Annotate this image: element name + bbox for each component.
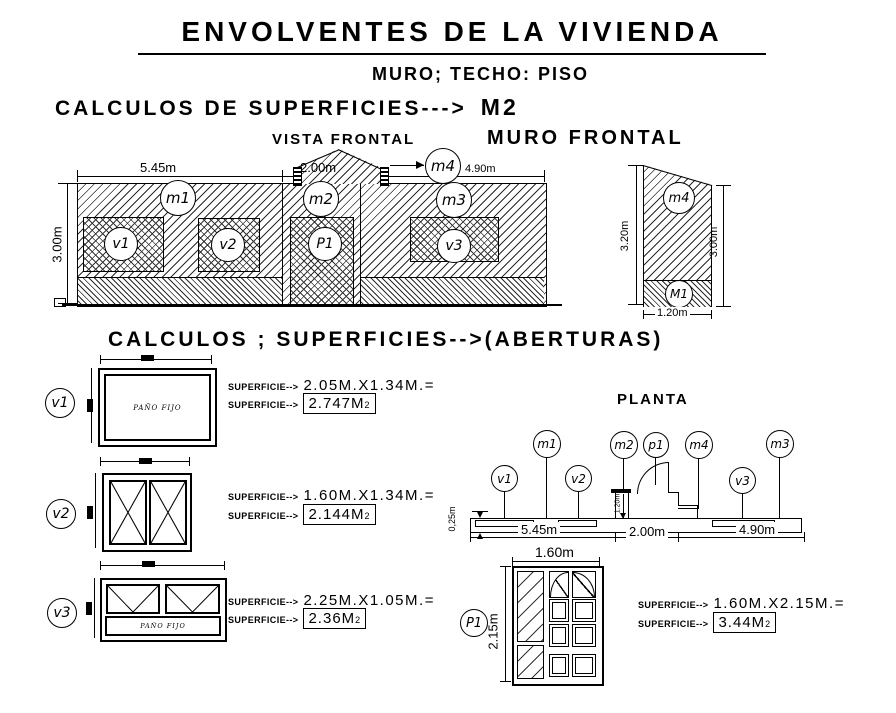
area-unit: M (751, 614, 766, 631)
superficie-result-box (303, 504, 375, 525)
dim-tick (544, 170, 545, 182)
door-dim-width: 1.60m (535, 544, 574, 560)
window-v1-pane (104, 374, 211, 441)
superficie-line (228, 377, 435, 394)
sheet-subtitle: MURO; TECHO: PISO (372, 64, 589, 84)
area-exponent: 2 (765, 619, 772, 629)
dim-tick (100, 355, 101, 364)
elevation-base-strip-right (360, 277, 544, 306)
leader-line (779, 456, 780, 518)
dim-tick (615, 532, 616, 542)
calc-heading: CALCULOS DE SUPERFICIES---> (55, 97, 467, 120)
calc-unit: M2 (480, 94, 519, 120)
dim-text-blob (141, 355, 154, 361)
dim-label-right: 3.00m (708, 226, 720, 258)
superficie-label: SUPERFICIE--> (228, 492, 299, 502)
dim-tick (716, 185, 731, 186)
muro-frontal-label: MURO FRONTAL (487, 127, 684, 149)
planta-label: PLANTA (617, 391, 689, 408)
vista-frontal-label: VISTA FRONTAL (272, 131, 416, 148)
dim-tick (716, 306, 731, 307)
door-panel-inner (552, 627, 566, 644)
superficie-line (638, 595, 845, 612)
leader-line (698, 457, 699, 508)
dim-tick (189, 457, 190, 466)
wall-section-divider (282, 183, 283, 305)
dim-tick (100, 561, 101, 570)
planta-marker-p1: p1 (643, 432, 669, 458)
marker-m2: m2 (303, 181, 339, 217)
dim-text-blob (87, 506, 93, 519)
sash-x-glyph (111, 482, 145, 543)
bubble-v3: v3 (47, 598, 77, 628)
planta-door-jamb (628, 492, 629, 519)
dim-text-blob (87, 399, 93, 412)
door-panel-inner (575, 602, 593, 619)
marker-v3: v3 (437, 229, 471, 263)
window-v3-awning (165, 584, 220, 614)
superficie-result-line (228, 504, 376, 525)
dim-tick (500, 681, 511, 682)
bubble-p1: P1 (460, 609, 488, 637)
door-panel (549, 599, 569, 622)
area-unit: M (351, 395, 365, 412)
wall-section-divider (360, 183, 361, 305)
door-panel (549, 624, 569, 647)
sash-x-glyph (151, 482, 185, 543)
superficie-label: SUPERFICIE--> (228, 615, 299, 625)
dim-label-h: 3.00m (49, 226, 65, 263)
door-panel-inner (552, 657, 566, 674)
awning-v-glyph (108, 586, 158, 612)
superficie-result-line (228, 393, 376, 414)
planta-marker-v3: v3 (729, 467, 756, 494)
window-v3-awning (106, 584, 160, 614)
aberturas-heading: CALCULOS ; SUPERFICIES-->(ABERTURAS) (108, 328, 664, 351)
planta-dim-w2: 2.00m (626, 524, 668, 539)
dim-tick (282, 170, 283, 182)
dimension-line (723, 185, 724, 307)
dim-tick (628, 304, 644, 305)
window-v2-sash (149, 480, 187, 545)
window-v2-sash (109, 480, 147, 545)
superficie-result-box (713, 612, 776, 633)
leader-line (504, 490, 505, 520)
area-value: 3.44 (718, 614, 752, 631)
area-unit: M (351, 506, 365, 523)
arch-glyph (573, 572, 595, 597)
marker-m1: m1 (160, 180, 196, 216)
bubble-v1: v1 (45, 388, 75, 418)
planta-marker-v2: v2 (565, 465, 592, 492)
dim-tick (211, 355, 212, 364)
superficie-formula: 2.05M.X1.34M.= (303, 377, 435, 394)
dim-label-w3: 4.90m (465, 163, 496, 175)
elevation-base-strip-left (78, 277, 282, 306)
superficie-formula: 1.60M.X2.15M.= (713, 595, 845, 612)
marker-p1: P1 (308, 227, 342, 261)
superficie-line (228, 592, 435, 609)
dim-text-blob (86, 602, 92, 615)
area-value: 2.144 (308, 506, 352, 523)
window-v3-detail (100, 578, 227, 642)
superficie-formula: 1.60M.X1.34M.= (303, 487, 435, 504)
dim-tick (711, 310, 712, 319)
door-panel-inner (575, 657, 593, 674)
marker-m3: m3 (436, 182, 472, 218)
calc-heading-row (55, 94, 519, 121)
dimension-line (94, 578, 95, 638)
dim-tick (804, 532, 805, 542)
door-glass-panel (517, 645, 544, 679)
dim-tick (512, 557, 513, 566)
planta-marker-m3: m3 (766, 430, 794, 458)
leader-line (678, 508, 699, 509)
arch-glyph (550, 572, 568, 597)
dim-tick (100, 457, 101, 466)
door-panel (572, 624, 596, 647)
leader-line (578, 490, 579, 520)
dim-tick (643, 310, 644, 319)
superficie-result-box (303, 608, 366, 629)
door-arch-panel (549, 571, 569, 598)
superficie-result-box (303, 393, 375, 414)
marker-v1: v1 (104, 227, 138, 261)
superficie-formula: 2.25M.X1.05M.= (303, 592, 435, 609)
dimension-line (100, 565, 225, 566)
dimension-line (95, 473, 96, 548)
planta-wall-step (678, 505, 698, 506)
pane-label: PAÑO FIJO (133, 403, 182, 412)
planta-marker-m4: m4 (685, 431, 713, 459)
leader-arrowhead (416, 161, 424, 169)
marker-m4-detail: m4 (663, 182, 695, 214)
planta-dim-w3: 4.90m (736, 522, 778, 537)
door-panel (572, 654, 596, 677)
dim-label-door-recess: 1.20m (614, 493, 622, 514)
superficie-label: SUPERFICIE--> (228, 400, 299, 410)
door-glass-panel (517, 571, 544, 642)
dim-tick (628, 165, 644, 166)
window-v1-detail (98, 368, 217, 447)
gable-post (380, 167, 389, 186)
door-p1-detail (512, 566, 604, 686)
area-exponent: 2 (364, 511, 371, 521)
dim-tick (500, 566, 511, 567)
dim-tick (77, 170, 78, 182)
planta-marker-m2: m2 (610, 431, 638, 459)
superficie-label: SUPERFICIE--> (638, 619, 709, 629)
dimension-line (505, 566, 506, 682)
marker-v2: v2 (211, 228, 245, 262)
area-unit: M (341, 610, 356, 627)
door-panel-inner (552, 602, 566, 619)
dimension-line (636, 165, 637, 305)
window-v2-detail (102, 473, 192, 552)
superficie-label: SUPERFICIE--> (638, 600, 709, 610)
dim-label-w1: 5.45m (140, 160, 177, 175)
leader-line (623, 457, 624, 492)
superficie-result-line (638, 612, 776, 633)
area-exponent: 2 (355, 615, 362, 625)
door-leaf (668, 462, 669, 493)
planta-wall-step (678, 492, 679, 506)
marker-m4: m4 (425, 148, 461, 184)
door-panel-inner (575, 627, 593, 644)
area-exponent: 2 (364, 400, 371, 410)
superficie-label: SUPERFICIE--> (228, 382, 299, 392)
dimension-line (512, 561, 600, 562)
dimension-line (100, 359, 212, 360)
dim-label-w2: 2.00m (300, 160, 337, 175)
window-v3-fixed-pane (105, 616, 221, 636)
leader-line (546, 456, 547, 518)
door-panel (549, 654, 569, 677)
dimension-line (67, 183, 68, 304)
pane-label: PAÑO FIJO (140, 622, 186, 630)
planta-wall-step (697, 505, 698, 519)
planta-dim-w1: 5.45m (518, 522, 560, 537)
dim-tick (470, 532, 471, 542)
planta-marker-m1: m1 (533, 430, 561, 458)
dim-tick (678, 532, 679, 542)
dim-text-blob (139, 458, 152, 464)
dim-label-wall-thickness: 0,25m (447, 506, 457, 532)
door-panel (572, 599, 596, 622)
dim-label-left: 3.20m (619, 220, 631, 252)
area-value: 2.747 (308, 395, 352, 412)
ground-line (62, 304, 562, 306)
dim-text-blob (142, 561, 155, 567)
door-arch-panel (572, 571, 596, 598)
dim-arrow-up (477, 533, 483, 539)
sheet-title: ENVOLVENTES DE LA VIVIENDA (138, 16, 766, 55)
dim-label-bottom: 1.20m (657, 307, 688, 319)
leader-line (742, 492, 743, 520)
marker-M1: M1 (665, 280, 693, 308)
superficie-label: SUPERFICIE--> (228, 511, 299, 521)
dim-tick (224, 561, 225, 570)
dim-tick (599, 557, 600, 566)
ground-symbol (54, 298, 66, 307)
planta-window-v2 (558, 520, 597, 527)
dim-arrow-down (477, 512, 483, 518)
superficie-result-line (228, 608, 366, 629)
planta-marker-v1: v1 (491, 465, 518, 492)
superficie-line (228, 487, 435, 504)
superficie-label: SUPERFICIE--> (228, 597, 299, 607)
door-dim-height: 2.15m (485, 613, 501, 650)
area-value: 2.36 (308, 610, 342, 627)
awning-v-glyph (167, 586, 218, 612)
dim-tick (58, 183, 77, 184)
door-swing-arc (637, 462, 669, 494)
bubble-v2: v2 (46, 499, 76, 529)
